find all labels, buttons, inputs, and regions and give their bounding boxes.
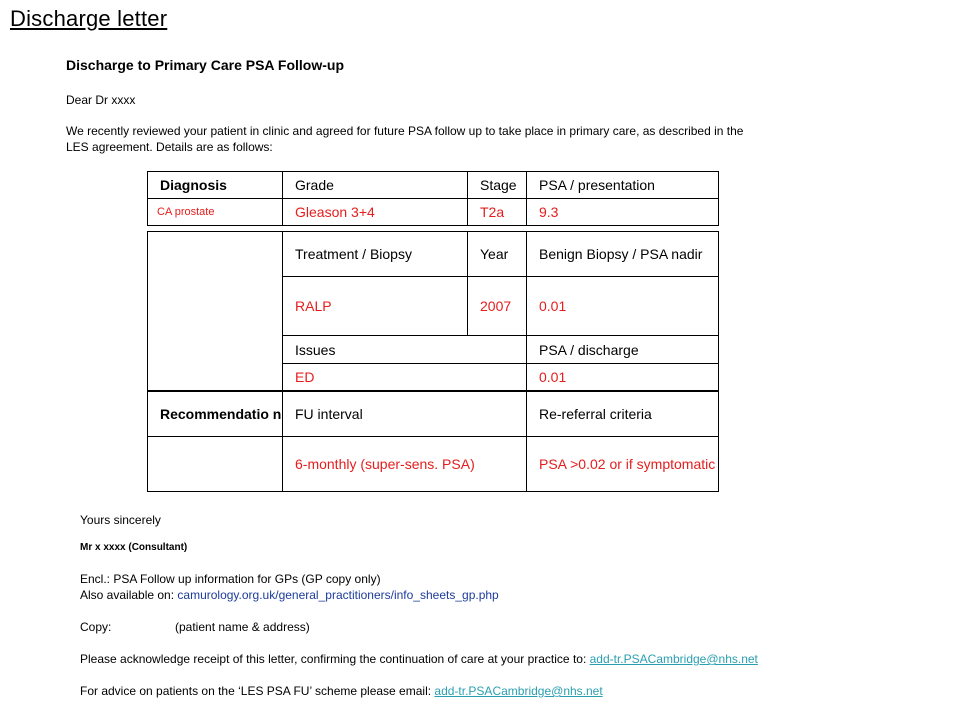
grade-header: Grade	[283, 172, 468, 199]
recommendation-label: Recommendatio n	[148, 391, 283, 437]
diagnosis-value-row	[148, 199, 719, 226]
also-available	[80, 587, 499, 603]
recommendation-header-row	[148, 391, 719, 437]
issues-header: Issues	[283, 336, 527, 364]
rereferral-header: Re-referral criteria	[527, 391, 719, 437]
page-title: Discharge letter	[10, 6, 168, 31]
psa-presentation-header: PSA / presentation	[527, 172, 719, 199]
also-prefix: Also available on:	[80, 588, 178, 602]
acknowledge-line	[80, 651, 758, 667]
enclosure-note: Encl.: PSA Follow up information for GPs (GP copy only)	[80, 572, 381, 586]
acknowledge-email-link[interactable]: add-tr.PSACambridge@nhs.net	[589, 652, 758, 666]
fu-interval-value: 6-monthly (super-sens. PSA)	[283, 437, 527, 492]
greeting: Dear Dr xxxx	[66, 93, 136, 107]
issues-value: ED	[283, 364, 527, 392]
recommendation-empty-cell	[148, 437, 283, 492]
advice-email-link[interactable]: add-tr.PSACambridge@nhs.net	[434, 684, 603, 698]
acknowledge-text: Please acknowledge receipt of this letter, confirming the continuation of care at your practice to:	[80, 652, 590, 666]
info-sheet-link[interactable]: camurology.org.uk/general_practitioners/info_sheets_gp.php	[177, 588, 499, 602]
diagnosis-table	[147, 171, 719, 226]
psa-presentation-value: 9.3	[527, 199, 719, 226]
nadir-header: Benign Biopsy / PSA nadir	[527, 232, 719, 277]
advice-text: For advice on patients on the ‘LES PSA FU’ scheme please email:	[80, 684, 435, 698]
year-header: Year	[468, 232, 527, 277]
stage-value: T2a	[468, 199, 527, 226]
signer: Mr x xxxx (Consultant)	[80, 542, 188, 553]
rereferral-value: PSA >0.02 or if symptomatic	[527, 437, 719, 492]
closing: Yours sincerely	[80, 513, 161, 527]
recommendation-value-row	[148, 437, 719, 492]
treatment-value: RALP	[283, 277, 468, 336]
intro-line-1: We recently reviewed your patient in clinic and agreed for future PSA follow up to take place in primary care, as described in the	[66, 124, 744, 138]
intro-paragraph	[66, 123, 836, 155]
treatment-table	[147, 231, 719, 492]
copy-line	[80, 619, 310, 635]
diagnosis-header: Diagnosis	[148, 172, 283, 199]
intro-line-2: LES agreement. Details are as follows:	[66, 140, 273, 154]
treatment-empty-cell	[148, 232, 283, 392]
stage-header: Stage	[468, 172, 527, 199]
grade-value: Gleason 3+4	[283, 199, 468, 226]
copy-label: Copy:	[80, 620, 112, 634]
diagnosis-header-row	[148, 172, 719, 199]
psa-discharge-header: PSA / discharge	[527, 336, 719, 364]
treatment-header-row	[148, 232, 719, 277]
treatment-header: Treatment / Biopsy	[283, 232, 468, 277]
year-value: 2007	[468, 277, 527, 336]
diagnosis-value: CA prostate	[148, 199, 283, 226]
psa-discharge-value: 0.01	[527, 364, 719, 392]
advice-line	[80, 683, 603, 699]
nadir-value: 0.01	[527, 277, 719, 336]
letter-subtitle: Discharge to Primary Care PSA Follow-up	[66, 57, 344, 73]
fu-interval-header: FU interval	[283, 391, 527, 437]
copy-value: (patient name & address)	[175, 620, 310, 634]
